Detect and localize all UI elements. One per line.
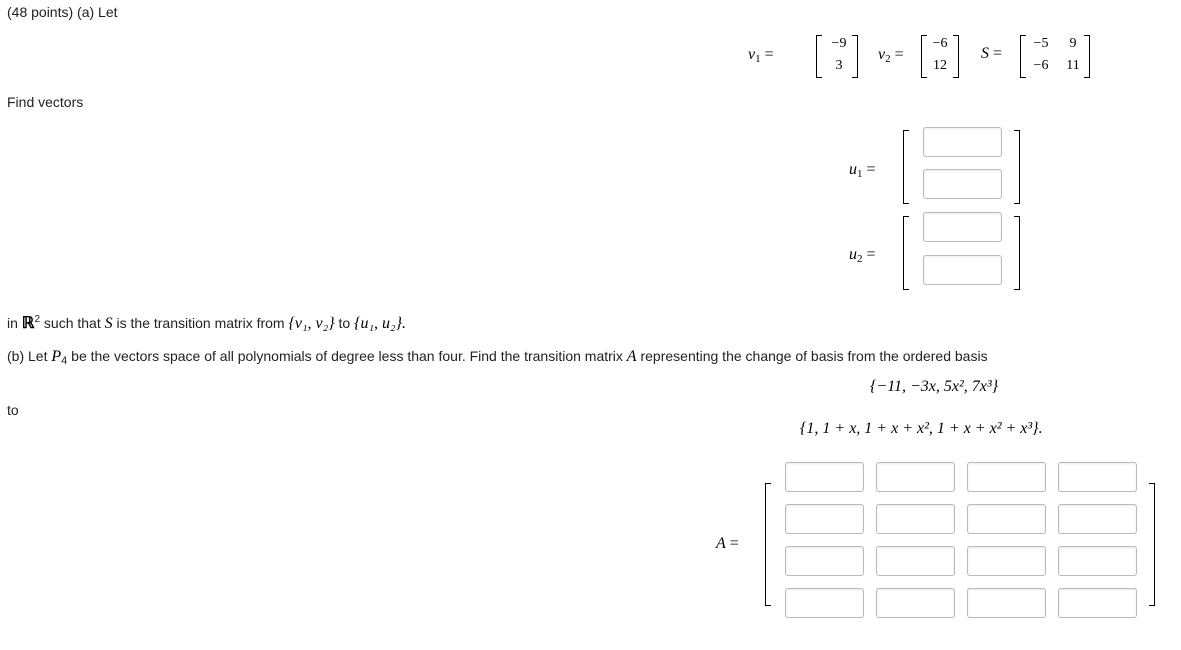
S-entry-22: 11 — [1066, 58, 1080, 73]
u2-entry-2-input[interactable] — [923, 255, 1002, 285]
A-entry-14-input[interactable] — [1058, 462, 1137, 492]
v2-entry-1: −6 — [932, 36, 948, 51]
A-entry-12-input[interactable] — [876, 462, 955, 492]
A-right-bracket — [1149, 483, 1155, 606]
S-right-bracket — [1084, 35, 1090, 78]
A-entry-23-input[interactable] — [967, 504, 1046, 534]
S-label: S = — [981, 45, 1003, 62]
S-entry-21: −6 — [1033, 58, 1049, 73]
u2-left-bracket — [903, 216, 909, 290]
A-entry-22-input[interactable] — [876, 504, 955, 534]
A-entry-44-input[interactable] — [1058, 588, 1137, 618]
v1-right-bracket — [852, 35, 858, 78]
transition-statement: in ℝ$^2$ such that S is the transition matrix from {v₁, v₂} to {u₁, u₂}. — [7, 314, 406, 332]
v2-label: $v_2$ = — [878, 46, 904, 65]
A-entry-41-input[interactable] — [785, 588, 864, 618]
A-entry-42-input[interactable] — [876, 588, 955, 618]
S-entry-11: −5 — [1033, 36, 1049, 51]
S-left-bracket — [1020, 35, 1026, 78]
u1-entry-1-input[interactable] — [923, 127, 1002, 157]
A-entry-43-input[interactable] — [967, 588, 1046, 618]
v2-entry-2: 12 — [933, 58, 947, 73]
A-left-bracket — [765, 483, 771, 606]
A-entry-24-input[interactable] — [1058, 504, 1137, 534]
A-entry-21-input[interactable] — [785, 504, 864, 534]
v1-label: $v_1$ = — [748, 46, 774, 65]
v2-right-bracket — [953, 35, 959, 78]
u1-entry-2-input[interactable] — [923, 169, 1002, 199]
A-label: A = — [716, 535, 739, 552]
v1-entry-1: −9 — [831, 36, 847, 51]
S-entry-12: 9 — [1069, 36, 1077, 51]
problem-header: (48 points) (a) Let — [7, 4, 118, 20]
find-vectors-text: Find vectors — [7, 94, 84, 110]
u2-right-bracket — [1014, 216, 1020, 290]
basis-from: {−11, −3x, 5x², 7x³} — [870, 378, 999, 395]
A-entry-32-input[interactable] — [876, 546, 955, 576]
u2-entry-1-input[interactable] — [923, 212, 1002, 242]
u1-left-bracket — [903, 130, 909, 204]
to-text: to — [7, 402, 19, 418]
A-entry-13-input[interactable] — [967, 462, 1046, 492]
part-b-statement: (b) Let $P_4$ be the vectors space of all polynomials of degree less than four. Find the transition matrix A representing the change of basis from the ordered basis — [7, 348, 988, 367]
u2-label: $u_2$ = — [849, 246, 876, 265]
A-entry-11-input[interactable] — [785, 462, 864, 492]
u1-right-bracket — [1014, 130, 1020, 204]
A-entry-31-input[interactable] — [785, 546, 864, 576]
A-entry-33-input[interactable] — [967, 546, 1046, 576]
u1-label: $u_1$ = — [849, 161, 876, 180]
basis-to: {1, 1 + x, 1 + x + x², 1 + x + x² + x³}. — [800, 420, 1043, 437]
A-entry-34-input[interactable] — [1058, 546, 1137, 576]
v1-entry-2: 3 — [835, 58, 843, 73]
